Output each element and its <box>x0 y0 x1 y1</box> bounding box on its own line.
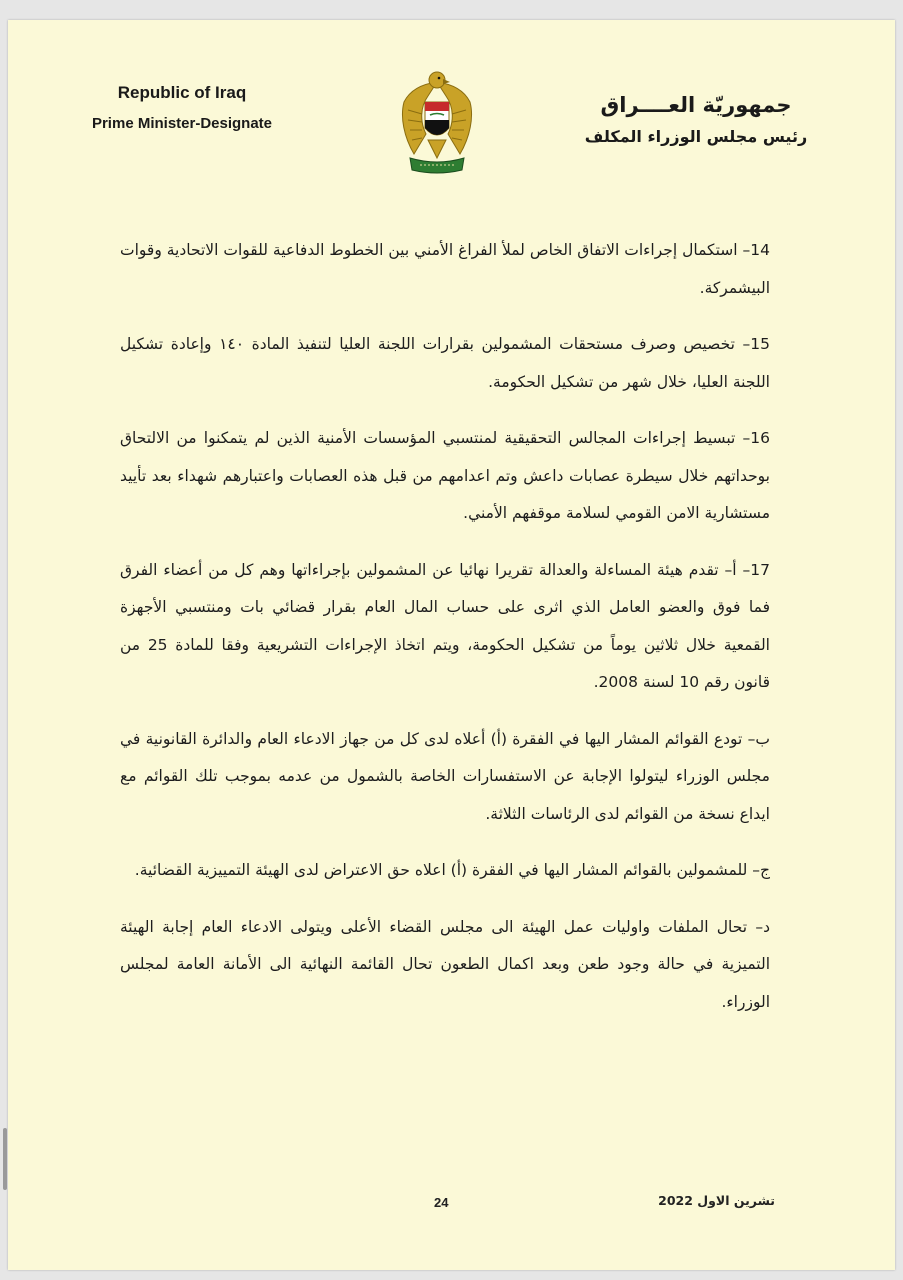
paragraph-item-16: 16– تبسيط إجراءات المجالس التحقيقية لمنتسبي المؤسسات الأمنية الذين لم يتمكنوا من الالتحاق بوحداتهم خلال سيطرة عصابات داعش وتم اعدامهم من قبل هذه العصابات واعتبارهم شهداء بعد تأييد مستشارية الامن القومي لسلامة موقفهم الأمني. <box>120 429 770 522</box>
paragraph-item-17d: د– تحال الملفات واوليات عمل الهيئة الى مجلس القضاء الأعلى ويتولى الادعاء العام إجابة الهيئة التميزية في حالة وجود طعن وبعد اكمال الطعون تحال القائمة النهائية الى الأمانة العامة لمجلس الوزراء. <box>120 917 770 1011</box>
header-country-en: Republic of Iraq <box>117 83 247 102</box>
header-english <box>62 82 302 134</box>
paragraph-item-17b: ب– تودع القوائم المشار اليها في الفقرة (أ) أعلاه لدى كل من جهاز الادعاء العام والدائرة القانونية في مجلس الوزراء ليتولوا الإجابة عن الاستفسارات الخاصة بالشمول من عدمه بموجب تلك القوائم مع ايداع نسخة من القوائم لدى الرئاسات الثلاثة. <box>120 729 770 823</box>
header-office-en: Prime Minister-Designate <box>91 115 273 132</box>
paragraph-item-15: 15– تخصيص وصرف مستحقات المشمولين بقرارات اللجنة العليا لتنفيذ المادة ١٤٠ وإعادة تشكيل اللجنة العليا، خلال شهر من تشكيل الحكومة. <box>120 335 770 391</box>
footer-date: تشرين الاول 2022 <box>658 1193 775 1208</box>
paragraph-item-14: 14– استكمال إجراءات الاتفاق الخاص لملأ الفراغ الأمني بين الخطوط الدفاعية للقوات الاتحادية وقوات البيشمركة. <box>120 241 770 297</box>
scrollbar-thumb[interactable] <box>3 1128 7 1190</box>
iraq-eagle-emblem-icon <box>392 62 482 174</box>
document-body <box>120 232 770 1040</box>
header-country-ar: جمهوريّة العــــراق <box>600 93 792 117</box>
paragraph-item-17c: ج– للمشمولين بالقوائم المشار اليها في الفقرة (أ) اعلاه حق الاعتراض لدى الهيئة التمييزية القضائية. <box>134 861 770 879</box>
header-arabic <box>571 92 821 148</box>
page-number: 24 <box>434 1195 449 1210</box>
paragraph-item-17a: 17– أ– تقدم هيئة المساءلة والعدالة تقريرا نهائيا عن المشمولين بإجراءاتها وهم كل من أعضاء الفرق فما فوق والعضو العامل الذي اثرى على حساب المال العام بقرار قضائي بات ومنتسبي الأجهزة القمعية خلال ثلاثين يوماً من تشكيل الحكومة، ويتم اتخاذ الإجراءات التشريعية وفقا للمادة 25 من قانون رقم 10 لسنة 2008. <box>120 560 770 691</box>
header-office-ar: رئيس مجلس الوزراء المكلف <box>584 127 808 146</box>
